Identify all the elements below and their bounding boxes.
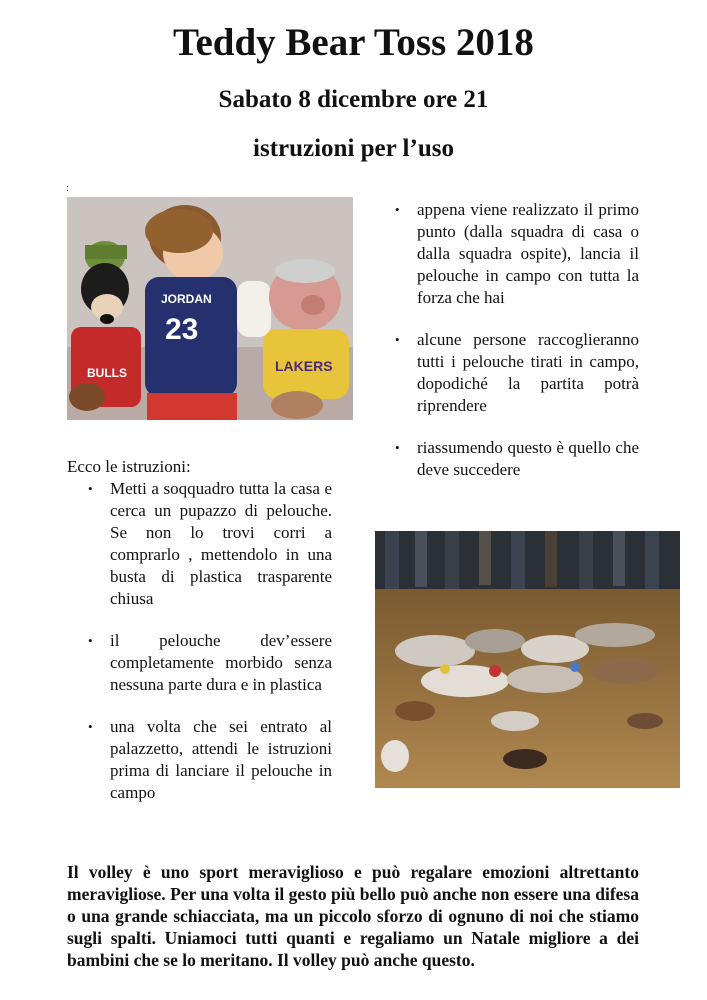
list-item-text: il pelouche dev’essere completamente morbido senza nessuna parte dura e in plastica (110, 631, 332, 694)
photo-plush-on-court (375, 531, 680, 788)
list-item (88, 630, 332, 696)
bullet-glyph: • (88, 719, 93, 734)
left-instructions-list (88, 478, 332, 824)
lakers-plush (263, 259, 349, 419)
list-item-text: riassumendo questo è quello che deve succedere (417, 438, 639, 479)
page-title: Teddy Bear Toss 2018 (173, 21, 534, 64)
crowd-legs (385, 531, 659, 589)
closing-paragraph: Il volley è uno sport meraviglioso e può regalare emozioni altrettanto meravigliose. Per una volta il gesto più bello può anche non essere una difesa o una grande schiacciata, ma un piccolo sforzo di ognuno di noi che stiamo sugli spalti. Uniamoci tutti quanti e regaliamo un Natale migliore a dei bambini che se lo meritano. Il volley può anche questo. (67, 862, 639, 970)
list-item (88, 478, 332, 610)
list-item-text: una volta che sei entrato al palazzetto, attendi le istruzioni prima di lanciare il pelouche in campo (110, 717, 332, 802)
list-item (395, 199, 639, 309)
stray-colon: : (66, 182, 70, 194)
list-item-text: Metti a soqquadro tutta la casa e cerca un pupazzo di pelouche. Se non lo trovi corri a comprarlo , mettendolo in una busta di plastica trasparente chiusa (110, 479, 332, 608)
list-item (88, 716, 332, 804)
bullet-glyph: • (395, 332, 400, 347)
right-plush-jersey-text: LAKERS (275, 358, 333, 374)
list-item (395, 437, 639, 481)
list-item (395, 329, 639, 417)
right-instructions-list (395, 199, 639, 501)
event-date: Sabato 8 dicembre ore 21 (218, 86, 489, 113)
jersey-number-text: 23 (165, 313, 199, 346)
list-item-text: appena viene realizzato il primo punto (dalla squadra di casa o dalla squadra ospite), lancia il pelouche in campo con tutta la forza che hai (417, 200, 639, 307)
jersey-name-text: JORDAN (161, 292, 212, 306)
list-item-text: alcune persone raccoglieranno tutti i pelouche tirati in campo, dopodiché la partita potrà riprendere (417, 330, 639, 415)
bullet-glyph: • (395, 440, 400, 455)
photo-child-with-plush (67, 197, 353, 420)
bullet-glyph: • (88, 481, 93, 496)
left-plush-jersey-text: BULLS (87, 366, 127, 380)
instructions-heading: istruzioni per l’uso (253, 135, 454, 162)
bullet-glyph: • (395, 202, 400, 217)
bullet-glyph: • (88, 633, 93, 648)
intro-text: Ecco le istruzioni: (67, 457, 191, 476)
